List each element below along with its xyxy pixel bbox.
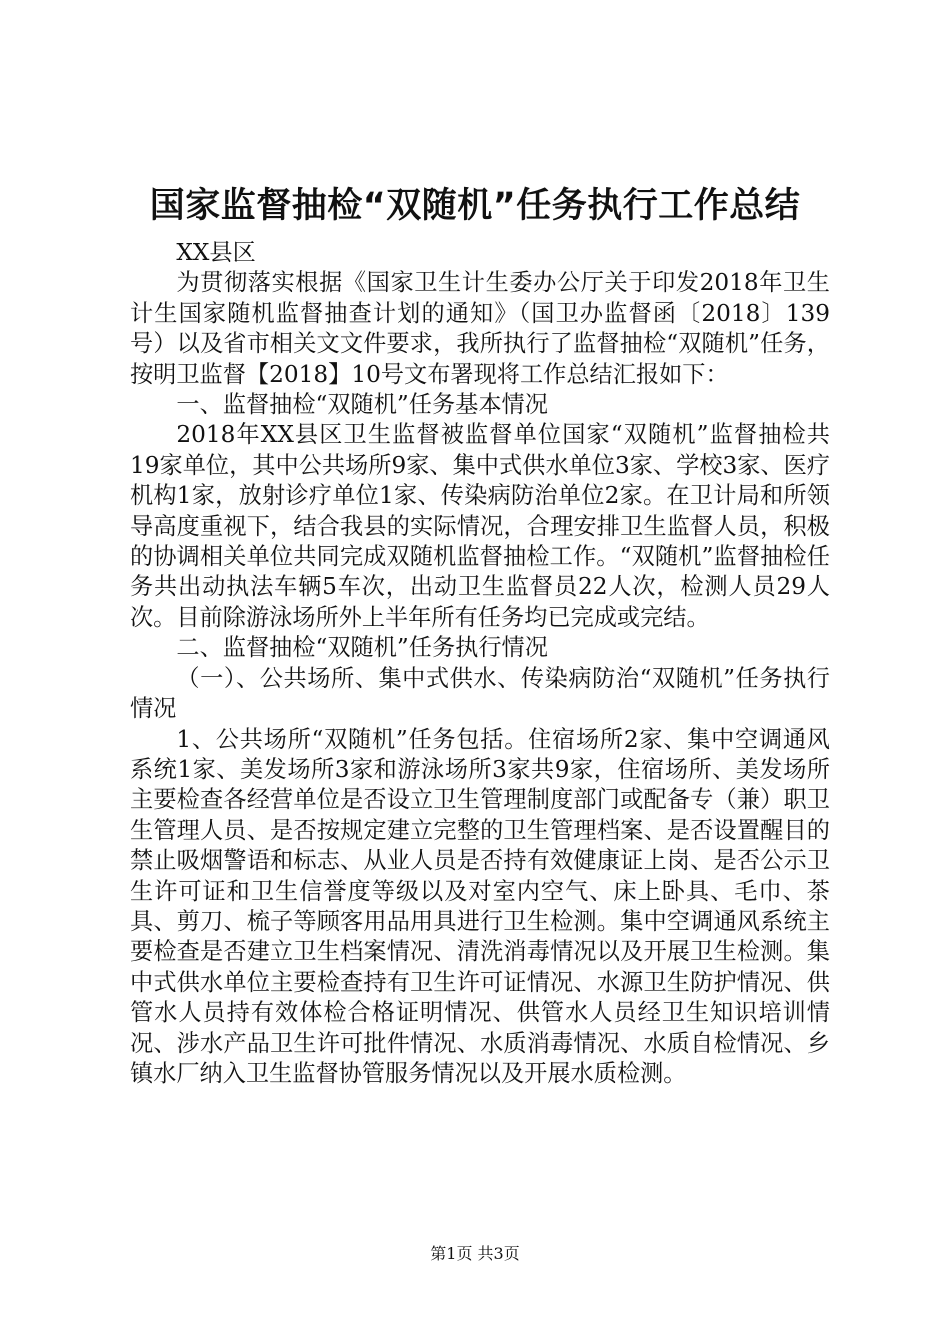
paragraph-intro: 为贯彻落实根据《国家卫生计生委办公厅关于印发2018年卫生计生国家随机监督抽查计划的通知》（国卫办监督函〔2018〕139号）以及省市相关文文件要求，我所执行了监督抽检“双随机”任务，按明卫监督【2018】10号文布署现将工作总结汇报如下： xyxy=(130,269,830,388)
subsection-heading-1: （一）、公共场所、集中式供水、传染病防治“双随机”任务执行情况 xyxy=(130,664,830,723)
paragraph-basic-situation: 2018年XX县区卫生监督被监督单位国家“双随机”监督抽检共19家单位，其中公共场所9家、集中式供水单位3家、学校3家、医疗机构1家，放射诊疗单位1家、传染病防治单位2家。在卫计局和所领导高度重视下，结合我县的实际情况，合理安排卫生监督人员，积极的协调相关单位共同完成双随机监督抽检工作。“双随机”监督抽检任务共出动执法车辆5车次，出动卫生监督员22人次，检测人员29人次。目前除游泳场所外上半年所有任务均已完成或完结。 xyxy=(130,421,830,631)
paragraph-public-places: 1、公共场所“双随机”任务包括。住宿场所2家、集中空调通风系统1家、美发场所3家和游泳场所3家共9家，住宿场所、美发场所主要检查各经营单位是否设立卫生管理制度部门或配备专（兼）职卫生管理人员、是否按规定建立完整的卫生管理档案、是否设置醒目的禁止吸烟警语和标志、从业人员是否持有效健康证上岗、是否公示卫生许可证和卫生信誉度等级以及对室内空气、床上卧具、毛巾、茶具、剪刀、梳子等顾客用品用具进行卫生检测。集中空调通风系统主要检查是否建立卫生档案情况、清洗消毒情况以及开展卫生检测。集中式供水单位主要检查持有卫生许可证情况、水源卫生防护情况、供管水人员持有效体检合格证明情况、供管水人员经卫生知识培训情况、涉水产品卫生许可批件情况、水质消毒情况、水质自检情况、乡镇水厂纳入卫生监督协管服务情况以及开展水质检测。 xyxy=(130,725,830,1087)
document-body xyxy=(130,238,830,1089)
page-footer: 第1页 共3页 xyxy=(430,1244,520,1263)
document-title: 国家监督抽检“双随机”任务执行工作总结 xyxy=(149,186,801,226)
section-heading-2: 二、监督抽检“双随机”任务执行情况 xyxy=(176,634,548,662)
paragraph-county: XX县区 xyxy=(176,239,256,266)
section-heading-1: 一、监督抽检“双随机”任务基本情况 xyxy=(176,391,548,419)
